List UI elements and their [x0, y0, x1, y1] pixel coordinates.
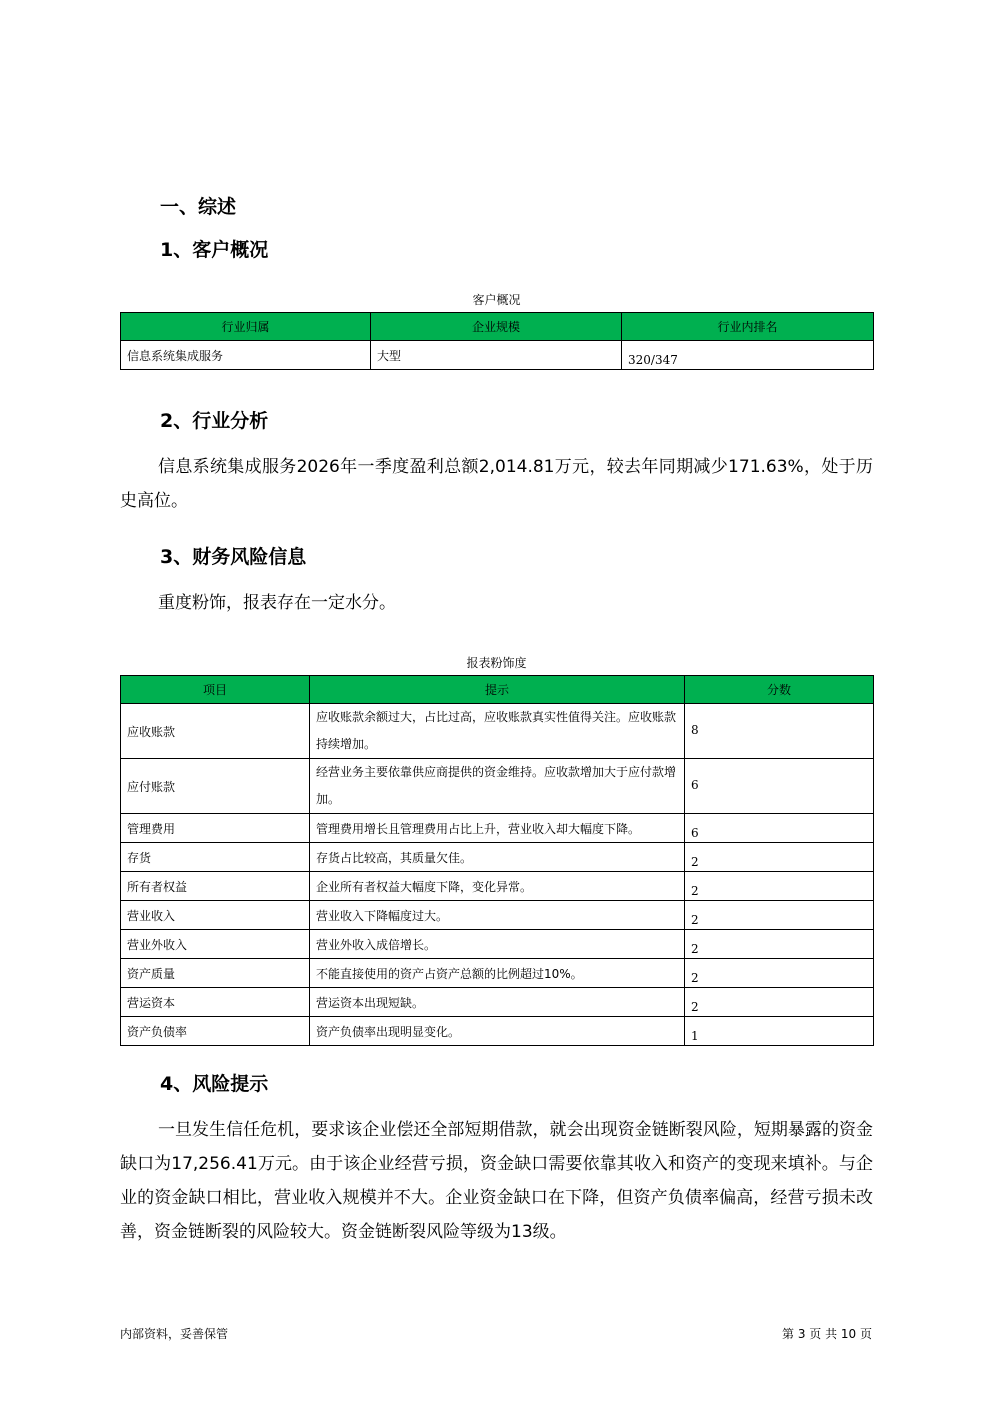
cell-score: 2 — [685, 901, 874, 930]
cell-item: 所有者权益 — [121, 872, 310, 901]
overview-heading: 1、客户概况 — [160, 239, 269, 261]
cell-item: 应收账款 — [121, 704, 310, 759]
footer-page-number: 第 3 页 共 10 页 — [782, 1327, 872, 1341]
cell-score: 2 — [685, 872, 874, 901]
cell-hint: 营业收入下降幅度过大。 — [310, 901, 685, 930]
cell-item: 存货 — [121, 843, 310, 872]
cell-hint: 资产负债率出现明显变化。 — [310, 1017, 685, 1046]
table-row — [121, 843, 874, 872]
whitewash-table — [120, 675, 874, 1046]
cell-hint: 企业所有者权益大幅度下降，变化异常。 — [310, 872, 685, 901]
header-item: 项目 — [121, 676, 310, 704]
finance-risk-heading: 3、财务风险信息 — [160, 546, 307, 568]
table-row — [121, 814, 874, 843]
cell-score: 2 — [685, 930, 874, 959]
cell-score: 2 — [685, 959, 874, 988]
cell-scale: 大型 — [371, 341, 622, 370]
risk-tip-heading: 4、风险提示 — [160, 1073, 269, 1095]
cell-item: 资产质量 — [121, 959, 310, 988]
table-row — [121, 959, 874, 988]
whitewash-table-header — [121, 676, 874, 704]
cell-item: 管理费用 — [121, 814, 310, 843]
cell-score: 2 — [685, 843, 874, 872]
table-row — [121, 872, 874, 901]
overview-table — [120, 312, 874, 370]
cell-hint: 不能直接使用的资产占资产总额的比例超过10%。 — [310, 959, 685, 988]
cell-item: 资产负债率 — [121, 1017, 310, 1046]
table-row — [121, 1017, 874, 1046]
finance-risk-paragraph: 重度粉饰，报表存在一定水分。 — [158, 593, 396, 613]
table-row — [121, 930, 874, 959]
cell-score: 8 — [685, 704, 874, 759]
cell-hint: 经营业务主要依靠供应商提供的资金维持。应收款增加大于应付款增加。 — [310, 759, 685, 814]
footer-confidential: 内部资料，妥善保管 — [120, 1327, 229, 1341]
cell-score: 6 — [685, 814, 874, 843]
table-row — [121, 988, 874, 1017]
cell-hint: 营运资本出现短缺。 — [310, 988, 685, 1017]
overview-table-header — [121, 313, 874, 341]
cell-hint: 管理费用增长且管理费用占比上升，营业收入却大幅度下降。 — [310, 814, 685, 843]
cell-rank: 320/347 — [622, 341, 874, 370]
header-industry: 行业归属 — [121, 313, 371, 341]
cell-item: 营业外收入 — [121, 930, 310, 959]
table-row — [121, 341, 874, 370]
cell-hint: 应收账款余额过大，占比过高，应收账款真实性值得关注。应收账款持续增加。 — [310, 704, 685, 759]
cell-item: 应付账款 — [121, 759, 310, 814]
cell-hint: 营业外收入成倍增长。 — [310, 930, 685, 959]
table-row — [121, 901, 874, 930]
overview-table-caption: 客户概况 — [472, 293, 521, 307]
cell-item: 营运资本 — [121, 988, 310, 1017]
whitewash-table-caption: 报表粉饰度 — [466, 656, 527, 670]
industry-paragraph: 信息系统集成服务2026年一季度盈利总额2,014.81万元，较去年同期减少171.63%，处于历史高位。 — [120, 457, 873, 511]
cell-industry: 信息系统集成服务 — [121, 341, 371, 370]
header-rank: 行业内排名 — [622, 313, 874, 341]
header-hint: 提示 — [310, 676, 685, 704]
table-row — [121, 759, 874, 814]
section-title: 一、综述 — [160, 196, 237, 218]
industry-heading: 2、行业分析 — [160, 410, 269, 432]
table-row — [121, 704, 874, 759]
risk-tip-paragraph: 一旦发生信任危机，要求该企业偿还全部短期借款，就会出现资金链断裂风险，短期暴露的资金缺口为17,256.41万元。由于该企业经营亏损，资金缺口需要依靠其收入和资产的变现来填补。与企业的资金缺口相比，营业收入规模并不大。企业资金缺口在下降，但资产负债率偏高，经营亏损未改善，资金链断裂的风险较大。资金链断裂风险等级为13级。 — [120, 1120, 873, 1242]
cell-item: 营业收入 — [121, 901, 310, 930]
cell-score: 1 — [685, 1017, 874, 1046]
header-score: 分数 — [685, 676, 874, 704]
cell-score: 6 — [685, 759, 874, 814]
header-scale: 企业规模 — [371, 313, 622, 341]
cell-hint: 存货占比较高，其质量欠佳。 — [310, 843, 685, 872]
cell-score: 2 — [685, 988, 874, 1017]
